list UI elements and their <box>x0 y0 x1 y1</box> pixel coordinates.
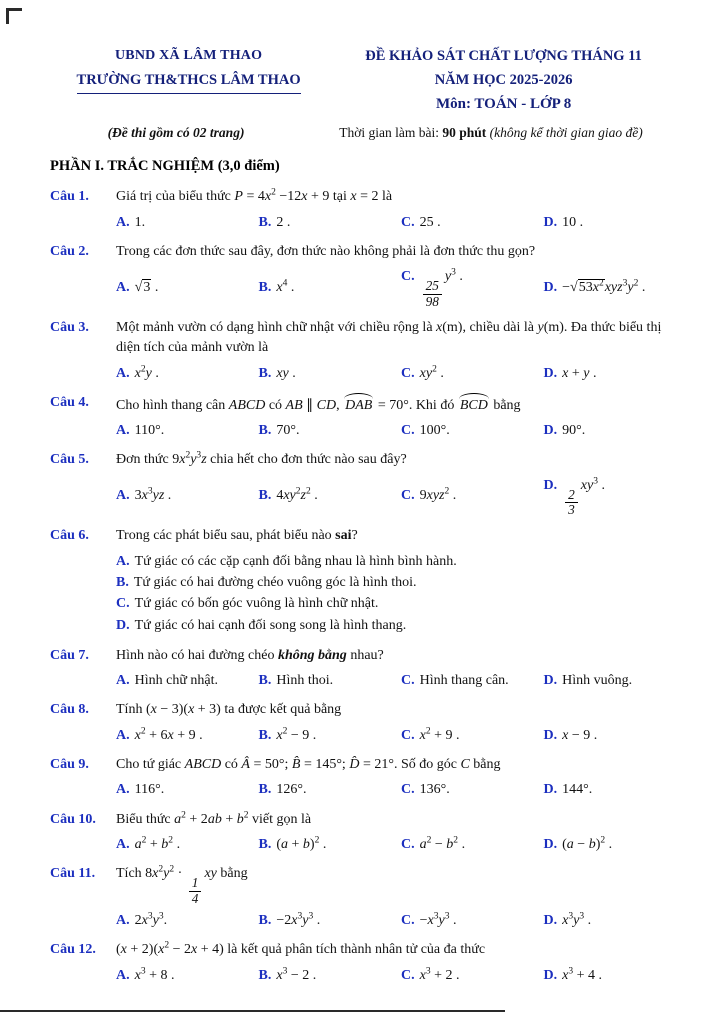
option-text: $x^2 - 9$ . <box>276 726 317 743</box>
answer-option <box>116 573 680 593</box>
option-text: √3 . <box>134 279 159 295</box>
question-stem: Giá trị của biểu thức $P = 4x^2 -12x + 9$ tại x = 2 là <box>116 187 393 205</box>
question-label: Câu 2. <box>50 243 89 259</box>
option-text: $\frac{2}{3}$ $xy^3$ . <box>562 478 605 493</box>
option-letter: D. <box>543 365 558 381</box>
option-letter: D. <box>543 727 558 743</box>
header-left-block <box>50 46 327 94</box>
option-letter: A. <box>116 912 130 928</box>
question-label: Câu 10. <box>50 811 96 827</box>
answer-option <box>259 213 396 233</box>
question-stem: Tính (x − 3)(x + 3) ta được kết quả bằng <box>116 702 342 718</box>
question <box>50 700 680 746</box>
organization-name: UBND XÃ LÂM THAO <box>114 48 263 63</box>
header-right-block <box>327 46 680 116</box>
option-text: $-x^3y^3$ . <box>419 911 457 928</box>
option-text: Hình thoi. <box>276 673 334 689</box>
answer-option <box>401 421 538 441</box>
answer-option <box>116 421 253 441</box>
option-text: $(a + b)^2$ . <box>276 835 327 852</box>
question-label: Câu 3. <box>50 319 89 335</box>
question-label: Câu 4. <box>50 394 89 410</box>
answer-option <box>259 278 396 298</box>
question <box>50 646 680 692</box>
option-text: $2x^3y^3$. <box>134 911 168 928</box>
option-letter: A. <box>116 836 130 852</box>
answer-option <box>401 486 538 506</box>
option-letter: D. <box>543 214 558 230</box>
question-label: Câu 9. <box>50 757 89 773</box>
option-text: 90°. <box>562 423 586 439</box>
subject-grade: Môn: TOÁN - LỚP 8 <box>435 96 572 113</box>
question-stem: Một mảnh vườn có dạng hình chữ nhật với chiều rộng là x(m), chiều dài là y(m). Đa thức biểu thị diện tích của mảnh vườn là <box>116 319 662 356</box>
option-text: $x^2 + 6x + 9$ . <box>134 726 203 743</box>
option-text: $x^3 + 8$ . <box>134 965 175 983</box>
option-letter: C. <box>116 596 130 612</box>
option-text: $-2x^3y^3$ . <box>276 911 321 928</box>
scan-artifact-corner-horizontal <box>6 8 22 11</box>
question-stem: Trong các đơn thức sau đây, đơn thức nào không phải là đơn thức thu gọn? <box>116 243 536 259</box>
option-letter: D. <box>116 617 130 633</box>
option-text: 25 . <box>419 214 441 230</box>
question-label: Câu 12. <box>50 942 96 958</box>
option-letter: B. <box>258 782 272 798</box>
question <box>50 864 680 931</box>
answer-option <box>259 364 396 384</box>
option-text: xy . <box>276 365 296 381</box>
question-stem: Tích $8x^2y^2$ · $\frac{1}{4}$ xy bằng <box>116 864 248 906</box>
option-text: Hình chữ nhật. <box>134 673 219 689</box>
option-letter: A. <box>116 967 130 983</box>
answer-option <box>401 835 538 855</box>
option-text: 2 . <box>276 214 291 230</box>
option-letter: C. <box>401 488 415 504</box>
answer-option <box>116 486 253 506</box>
answer-option <box>116 364 253 384</box>
option-letter: B. <box>258 727 272 743</box>
option-letter: B. <box>258 912 272 928</box>
option-letter: B. <box>258 279 272 295</box>
option-letter: C. <box>401 423 415 439</box>
question <box>50 187 680 233</box>
option-text: Hình vuông. <box>562 673 633 689</box>
option-text: Tứ giác có hai đường chéo vuông góc là hình thoi. <box>133 575 417 590</box>
option-letter: B. <box>258 423 272 439</box>
option-letter: B. <box>258 967 272 983</box>
answer-option <box>401 267 538 309</box>
option-text: Tứ giác có các cặp cạnh đối bằng nhau là hình bình hành. <box>134 553 457 569</box>
exam-header <box>50 46 680 116</box>
option-text: $a^2 - b^2$ . <box>419 835 466 852</box>
option-letter: C. <box>401 365 415 381</box>
answer-option <box>401 780 538 800</box>
question-label: Câu 1. <box>50 189 89 205</box>
answer-option <box>401 966 538 986</box>
option-text: 9xyz$^2$ . <box>419 486 457 504</box>
option-text: 110°. <box>134 423 165 439</box>
option-letter: B. <box>258 365 272 381</box>
option-text: $x^2 + 9$ . <box>419 726 460 743</box>
answer-option <box>544 364 681 384</box>
answer-option <box>259 835 396 855</box>
answer-option <box>116 780 253 800</box>
answer-option <box>401 671 538 691</box>
option-text: x + y . <box>562 365 597 381</box>
answer-option <box>259 421 396 441</box>
option-text: $x^2y$ . <box>134 363 159 381</box>
answer-option <box>544 780 681 800</box>
question <box>50 318 680 384</box>
option-letter: B. <box>258 488 272 504</box>
question-stem: Trong các phát biểu sau, phát biểu nào sai? <box>116 528 358 544</box>
answer-option <box>116 966 253 986</box>
option-letter: A. <box>116 365 130 381</box>
question <box>50 450 680 517</box>
option-letter: C. <box>401 673 415 689</box>
option-letter: A. <box>116 727 130 743</box>
option-text: $(a - b)^2$ . <box>562 835 613 852</box>
option-letter: D. <box>543 279 558 295</box>
option-letter: B. <box>258 214 272 230</box>
answer-option <box>544 476 681 518</box>
pages-note: (Đề thi gồm có 02 trang) <box>107 124 245 140</box>
question <box>50 755 680 801</box>
scan-artifact-bottom-line <box>0 1010 505 1012</box>
question-label: Câu 6. <box>50 528 89 544</box>
answer-option <box>259 671 396 691</box>
option-letter: B. <box>258 836 272 852</box>
option-letter: A. <box>116 423 130 439</box>
option-text: $x^3 - 2$ . <box>276 965 317 983</box>
option-text: $x^3 + 2$ . <box>419 965 460 983</box>
option-letter: C. <box>401 782 415 798</box>
question <box>50 526 680 636</box>
option-letter: B. <box>116 575 129 590</box>
answer-option <box>116 213 253 233</box>
answer-option <box>544 421 681 441</box>
answer-option <box>401 911 538 931</box>
option-letter: A. <box>116 673 130 689</box>
option-letter: D. <box>543 967 558 983</box>
answer-option <box>116 726 253 746</box>
answer-option <box>259 911 396 931</box>
option-letter: D. <box>543 477 558 493</box>
option-letter: A. <box>116 782 130 798</box>
option-letter: C. <box>401 727 415 743</box>
answer-option <box>259 486 396 506</box>
answer-option <box>544 671 681 691</box>
question-stem: Biểu thức $a^2 + 2ab + b^2$ viết gọn là <box>116 810 312 827</box>
school-name: TRƯỜNG TH&THCS LÂM THAO <box>77 70 301 94</box>
answer-option <box>544 726 681 746</box>
answer-option <box>116 552 680 572</box>
option-letter: A. <box>116 279 130 295</box>
answer-option <box>116 911 253 931</box>
question <box>50 810 680 856</box>
answer-option <box>544 835 681 855</box>
option-letter: B. <box>258 673 272 689</box>
time-note: Thời gian làm bài: 90 phút (không kể thời gian giao đề) <box>339 124 643 140</box>
answer-option <box>544 911 681 931</box>
option-text: 144°. <box>562 782 593 798</box>
option-letter: C. <box>401 912 415 928</box>
option-text: $x^3y^3$ . <box>562 911 592 928</box>
option-letter: C. <box>401 967 415 983</box>
header-sub-row <box>50 123 680 143</box>
option-text: Hình thang cân. <box>419 673 509 689</box>
question-stem: Hình nào có hai đường chéo không bằng nhau? <box>116 647 384 663</box>
option-text: 116°. <box>134 782 165 798</box>
answer-option <box>401 364 538 384</box>
school-year: NĂM HỌC 2025-2026 <box>434 72 573 89</box>
option-text: $4xy^2z^2$ . <box>276 486 318 504</box>
option-letter: D. <box>543 423 558 439</box>
option-text: $x^3 + 4$ . <box>562 965 603 983</box>
question <box>50 940 680 986</box>
answer-option <box>259 780 396 800</box>
option-letter: D. <box>543 836 558 852</box>
option-text: $-√53x^2xyz^3y^2$ . <box>562 278 646 295</box>
answer-option <box>544 278 681 298</box>
option-letter: C. <box>401 269 415 285</box>
option-text: 136°. <box>419 782 450 798</box>
option-text: 100°. <box>419 423 450 439</box>
option-letter: A. <box>116 214 130 230</box>
option-letter: D. <box>543 673 558 689</box>
answer-option <box>259 726 396 746</box>
answer-option <box>116 278 253 298</box>
answer-option <box>544 213 681 233</box>
answer-option <box>116 616 680 636</box>
option-text: Tứ giác có bốn góc vuông là hình chữ nhật. <box>134 596 379 612</box>
option-text: 10 . <box>562 214 584 230</box>
answer-option <box>544 966 681 986</box>
option-letter: C. <box>401 836 415 852</box>
answer-option <box>259 966 396 986</box>
option-text: $3x^3yz$ . <box>134 486 172 504</box>
exam-title: ĐỀ KHẢO SÁT CHẤT LƯỢNG THÁNG 11 <box>365 48 642 64</box>
question-label: Câu 5. <box>50 452 89 468</box>
answer-option <box>116 835 253 855</box>
option-letter: A. <box>116 553 130 569</box>
answer-option <box>401 726 538 746</box>
option-text: $\frac{25}{98}$ $y^3$ . <box>420 269 463 284</box>
option-text: Tứ giác có hai cạnh đối song song là hình thang. <box>134 617 407 633</box>
question-stem: Đơn thức $9x^2y^3z$ chia hết cho đơn thức nào sau đây? <box>116 450 407 468</box>
answer-option <box>401 213 538 233</box>
question-label: Câu 8. <box>50 702 89 718</box>
answer-option <box>116 594 680 614</box>
question-stem: Cho hình thang cân ABCD có AB ∥ CD, DAB = 70°. Khi đó BCD bằng <box>116 393 680 416</box>
question-label: Câu 7. <box>50 647 89 663</box>
option-letter: D. <box>543 782 558 798</box>
question-stem: $(x + 2)(x^2 - 2x + 4)$ là kết quả phân tích thành nhân tử của đa thức <box>116 940 486 958</box>
option-text: 126°. <box>276 782 307 798</box>
option-letter: C. <box>401 214 415 230</box>
question-label: Câu 11. <box>50 866 96 882</box>
questions <box>50 187 680 985</box>
option-text: 70°. <box>276 423 300 439</box>
option-text: $x^4$ . <box>276 278 295 295</box>
option-text: 1. <box>134 214 146 230</box>
question <box>50 242 680 309</box>
option-letter: D. <box>543 912 558 928</box>
question-stem: Cho tứ giác ABCD có Â = 50°; B̂ = 145°; D̂ = 21°. Số đo góc C bằng <box>116 757 501 773</box>
section-title: PHẦN I. TRẮC NGHIỆM (3,0 điểm) <box>50 158 280 175</box>
option-letter: A. <box>116 488 130 504</box>
option-text: $xy^2$ . <box>419 363 444 381</box>
question <box>50 393 680 442</box>
option-text: $a^2 + b^2$ . <box>134 835 181 852</box>
option-text: x − 9 . <box>562 727 598 743</box>
answer-option <box>116 671 253 691</box>
